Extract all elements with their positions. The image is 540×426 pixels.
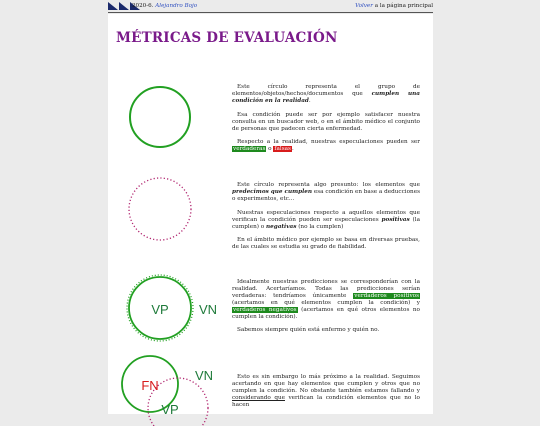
section-prediction-text (232, 182, 420, 258)
year-link[interactable]: 6. (148, 3, 154, 9)
reality-circle (130, 87, 190, 147)
reality-circle-diagram (108, 72, 218, 162)
real-para-1: Esto es sin embargo lo más próximo a la realidad. Seguimos acertando en que hay elementos que cumplen y otros que no cumplen la condición. No obstante también estamos fallando y considerando que verifican la condición elementos que no lo hacen (232, 374, 420, 408)
prediction-circle (129, 178, 191, 240)
top-bar (108, 0, 433, 13)
reality-para-2: Esa condición puede ser por ejemplo satisfacer nuestra consulta en un buscador web, o en el ámbito médico el conjunto de personas que padecen cierta enfermedad. (232, 111, 420, 132)
byline (132, 0, 197, 12)
prediction-para-1: Este círculo representa algo presunto: los elementos que predecimos que cumplen esa condición en base a deducciones o experimentos, etc... (232, 182, 420, 202)
page-title: MÉTRICAS DE EVALUACIÓN (116, 30, 338, 46)
real-overlap-diagram (108, 346, 228, 426)
real-vp-label: VP (161, 402, 179, 417)
ideal-para-2: Sabemos siempre quién está enfermo y quién no. (237, 327, 380, 334)
ideal-para-1: Idealmente nuestras predicciones se corresponderían con la realidad. Acertaríamos. Todas las predicciones serían verdaderas: tendríamos únicamente verdaderos positivos (acertamos en qué elementos cumplen la condición) y verdaderos negativos (acertamos en qué otros elementos no cumplen la condición). (232, 279, 420, 320)
real-vn-label: VN (194, 368, 214, 383)
reality-para-3: Respecto a la realidad, nuestras especulaciones pueden ser verdaderas o falsas. (233, 139, 420, 153)
section-reality-text (232, 84, 420, 160)
true-negatives-label: verdaderos negativos (233, 306, 297, 313)
false-label: falsas (274, 146, 291, 153)
ideal-overlap-diagram (108, 264, 228, 354)
year-prefix: 2020- (132, 3, 149, 9)
prediction-para-2: Nuestras especulaciones respecto a aquellos elementos que verifican la condición pueden ser especulaciones positivas (la cumplen) o negativas (no la cumplen) (232, 209, 420, 230)
section-real-text (232, 374, 420, 416)
prediction-para-3: En el ámbito médico por ejemplo se basa en diversas pruebas, de las cuales se estudia su grado de fiabilidad. (232, 237, 420, 251)
true-positives-label: verdaderos positivos (354, 292, 420, 299)
ideal-vn-label: VN (198, 302, 218, 317)
prediction-circle-diagram (108, 164, 218, 254)
reality-para-1: Este círculo representa el grupo de elementos/objetos/hechos/documentos que cumplen una condición en la realidad. (232, 84, 420, 104)
page-content (108, 14, 433, 417)
back-link[interactable]: Volver (355, 3, 373, 9)
back-nav (355, 0, 433, 12)
section-ideal-text (232, 279, 420, 341)
real-fn-label: FN (141, 378, 159, 393)
true-label: verdaderas (233, 146, 266, 153)
ideal-vp-label: VP (151, 302, 169, 317)
back-text: a la página principal (372, 3, 433, 9)
author-link[interactable]: Alejandro Bojo (155, 3, 198, 9)
